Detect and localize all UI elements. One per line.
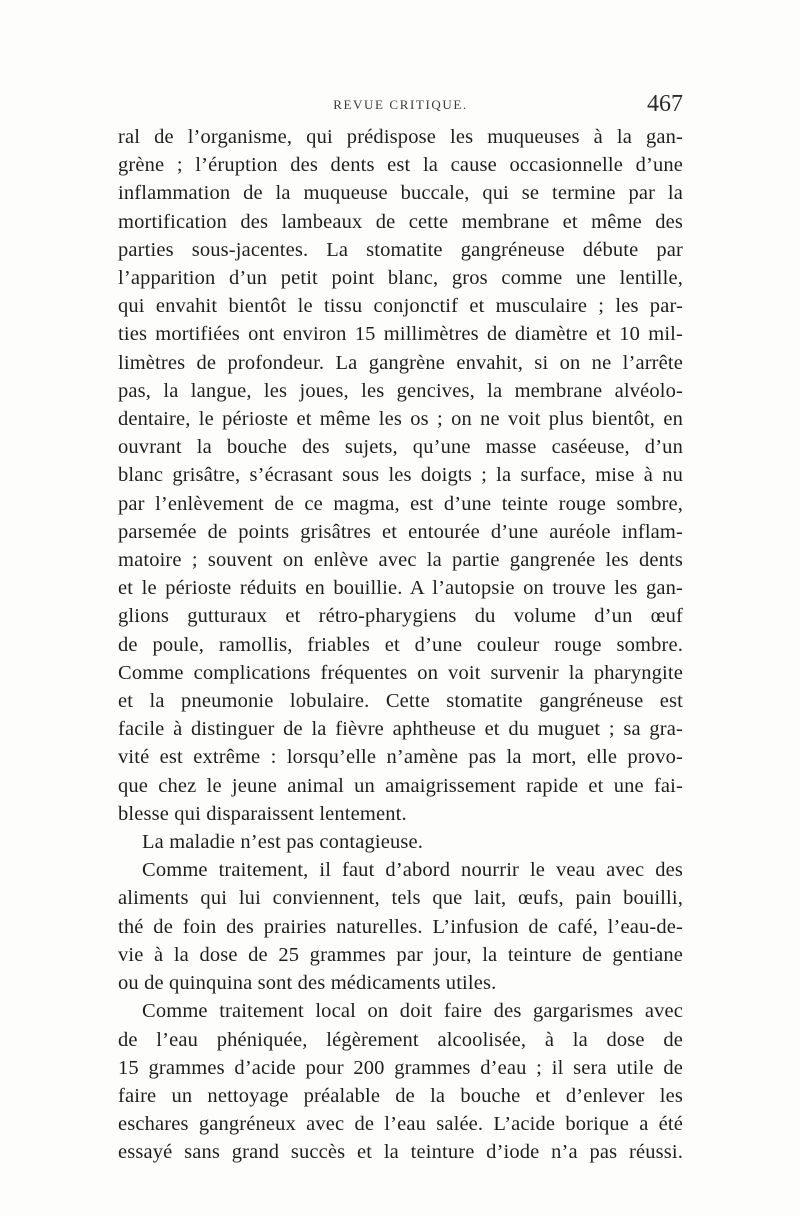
text-line: parsemée de points grisâtres et entourée d’une auréole inflam- (118, 520, 683, 543)
text-line: aliments qui lui conviennent, tels que lait, œufs, pain bouilli, (118, 887, 683, 910)
running-head (118, 93, 683, 121)
text-line: et le périoste réduits en bouillie. A l’autopsie on trouve les gan- (118, 577, 683, 600)
text-line: ral de l’organisme, qui prédispose les muqueuses à la gan- (118, 126, 683, 148)
text-line: La maladie n’est pas contagieuse. (142, 831, 424, 854)
text-line: facile à distinguer de la fièvre aphtheuse et du muguet ; sa gra- (118, 718, 683, 741)
text-line: de poule, ramollis, friables et d’une couleur rouge sombre. (118, 633, 683, 656)
text-line: thé de foin des prairies naturelles. L’infusion de café, l’eau-de- (118, 915, 683, 938)
text-line: faire un nettoyage préalable de la bouche et d’enlever les (118, 1084, 683, 1107)
text-line: mortification des lambeaux de cette membrane et même des (118, 210, 683, 233)
page-number: 467 (647, 91, 683, 117)
text-line: et la pneumonie lobulaire. Cette stomatite gangréneuse est (118, 690, 683, 713)
text-line: ouvrant la bouche des sujets, qu’une masse caséeuse, d’un (118, 436, 683, 459)
text-line: parties sous-jacentes. La stomatite gangréneuse débute par (118, 238, 683, 261)
text-line: grène ; l’éruption des dents est la cause occasionnelle d’une (118, 154, 683, 177)
text-line: limètres de profondeur. La gangrène envahit, si on ne l’arrête (118, 351, 683, 374)
text-line: 15 grammes d’acide pour 200 grammes d’eau ; il sera utile de (118, 1056, 683, 1079)
text-line: blanc grisâtre, s’écrasant sous les doigts ; la surface, mise à nu (118, 464, 683, 487)
running-title: REVUE CRITIQUE. (333, 97, 468, 112)
text-line: vie à la dose de 25 grammes par jour, la teinture de gentiane (118, 943, 683, 966)
text-line: matoire ; souvent on enlève avec la partie gangrenée les dents (118, 549, 683, 572)
text-line: qui envahit bientôt le tissu conjonctif et musculaire ; les par- (118, 295, 683, 318)
text-line: glions gutturaux et rétro-pharygiens du volume d’un œuf (118, 605, 683, 628)
text-line: inflammation de la muqueuse buccale, qui se termine par la (118, 182, 683, 205)
text-line: Comme complications fréquentes on voit survenir la pharyngite (118, 661, 683, 684)
text-line: Comme traitement local on doit faire des gargarismes avec (142, 1000, 683, 1023)
text-line: l’apparition d’un petit point blanc, gros comme une lentille, (118, 267, 683, 290)
text-line: dentaire, le périoste et même les os ; on ne voit plus bientôt, en (118, 408, 683, 431)
body-text (118, 123, 683, 1167)
text-line: Comme traitement, il faut d’abord nourrir le veau avec des (142, 859, 683, 882)
text-line: de l’eau phéniquée, légèrement alcoolisée, à la dose de (118, 1028, 683, 1051)
text-line: essayé sans grand succès et la teinture d’iode n’a pas réussi. (118, 1141, 683, 1164)
text-line: que chez le jeune animal un amaigrissement rapide et une fai- (118, 774, 683, 797)
text-line: eschares gangréneux avec de l’eau salée. L’acide borique a été (118, 1113, 683, 1136)
text-line: vité est extrême : lorsqu’elle n’amène pas la mort, elle provo- (118, 746, 683, 769)
text-line: ties mortifiées ont environ 15 millimètres de diamètre et 10 mil- (118, 323, 683, 346)
text-line: blesse qui disparaissent lentement. (118, 802, 407, 825)
text-line: ou de quinquina sont des médicaments utiles. (118, 972, 497, 995)
text-line: pas, la langue, les joues, les gencives, la membrane alvéolo- (118, 379, 683, 402)
text-line: par l’enlèvement de ce magma, est d’une teinte rouge sombre, (118, 492, 683, 515)
